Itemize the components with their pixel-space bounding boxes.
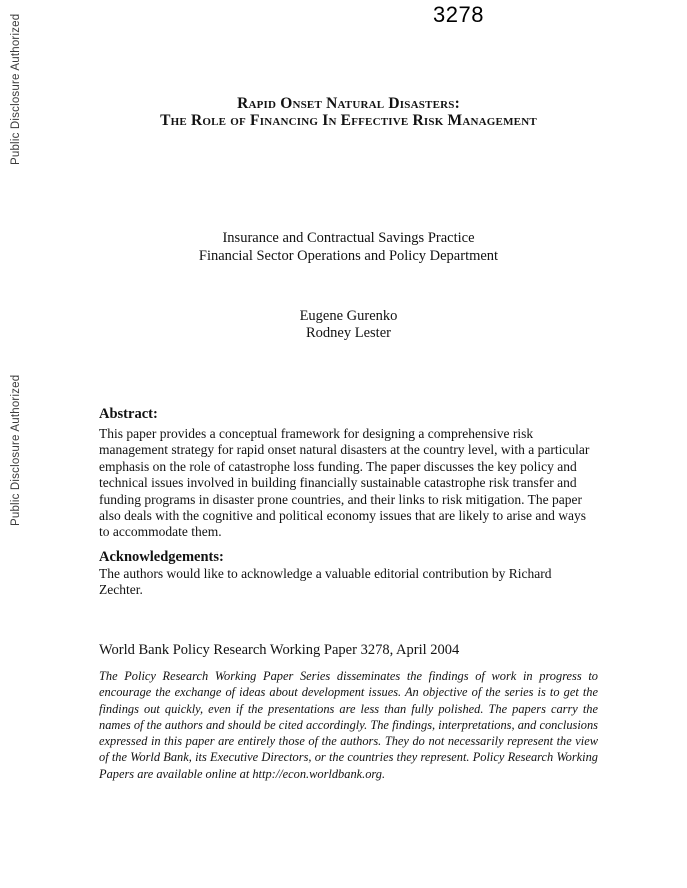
author-name: Rodney Lester bbox=[306, 325, 391, 341]
acknowledgements-section bbox=[99, 549, 598, 599]
author-name: Eugene Gurenko bbox=[299, 308, 398, 324]
public-disclosure-stamp-top: Public Disclosure Authorized bbox=[10, 13, 22, 165]
page-content bbox=[99, 0, 598, 888]
acknowledgements-heading: Acknowledgements: bbox=[99, 549, 224, 565]
public-disclosure-stamp-middle: Public Disclosure Authorized bbox=[10, 374, 22, 526]
authors-block bbox=[99, 308, 598, 342]
paper-number: 3278 bbox=[433, 2, 484, 27]
abstract-section bbox=[99, 406, 598, 541]
department-name: Financial Sector Operations and Policy Department bbox=[198, 247, 499, 264]
series-citation-line: World Bank Policy Research Working Paper 3278, April 2004 bbox=[99, 642, 460, 658]
paper-title-line1: Rapid Onset Natural Disasters: bbox=[237, 95, 460, 112]
department-block bbox=[99, 230, 598, 265]
acknowledgements-text: The authors would like to acknowledge a valuable editorial contribution by Richard Zechter. bbox=[99, 566, 552, 598]
abstract-text: This paper provides a conceptual framework for designing a comprehensive risk management strategy for rapid onset natural disasters at the country level, with a particular emphasis on the role of catastrophe loss funding. The paper discusses the key policy and technical issues involved in building financially sustainable catastrophe risk transfer and funding programs in disaster prone countries, and their links to risk mitigation. The paper also deals with the cognitive and political economy issues that are likely to arise and ways to accommodate them. bbox=[99, 426, 590, 540]
paper-title-line2: The Role of Financing In Effective Risk Management bbox=[160, 112, 537, 129]
paper-title bbox=[99, 95, 598, 129]
practice-name: Insurance and Contractual Savings Practice bbox=[222, 230, 475, 246]
series-disclaimer-text: The Policy Research Working Paper Series disseminates the findings of work in progress to encourage the exchange of ideas about development issues. An objective of the series is to get the findings out quickly, even if the presentations are less than fully polished. The papers carry the names of the authors and should be cited accordingly. The findings, interpretations, and conclusions expressed in this paper are entirely those of the authors. They do not necessarily represent the view of the World Bank, its Executive Directors, or the countries they represent. Policy Research Working Papers are available online at http://econ.worldbank.org. bbox=[99, 669, 598, 781]
abstract-heading: Abstract: bbox=[99, 406, 158, 422]
